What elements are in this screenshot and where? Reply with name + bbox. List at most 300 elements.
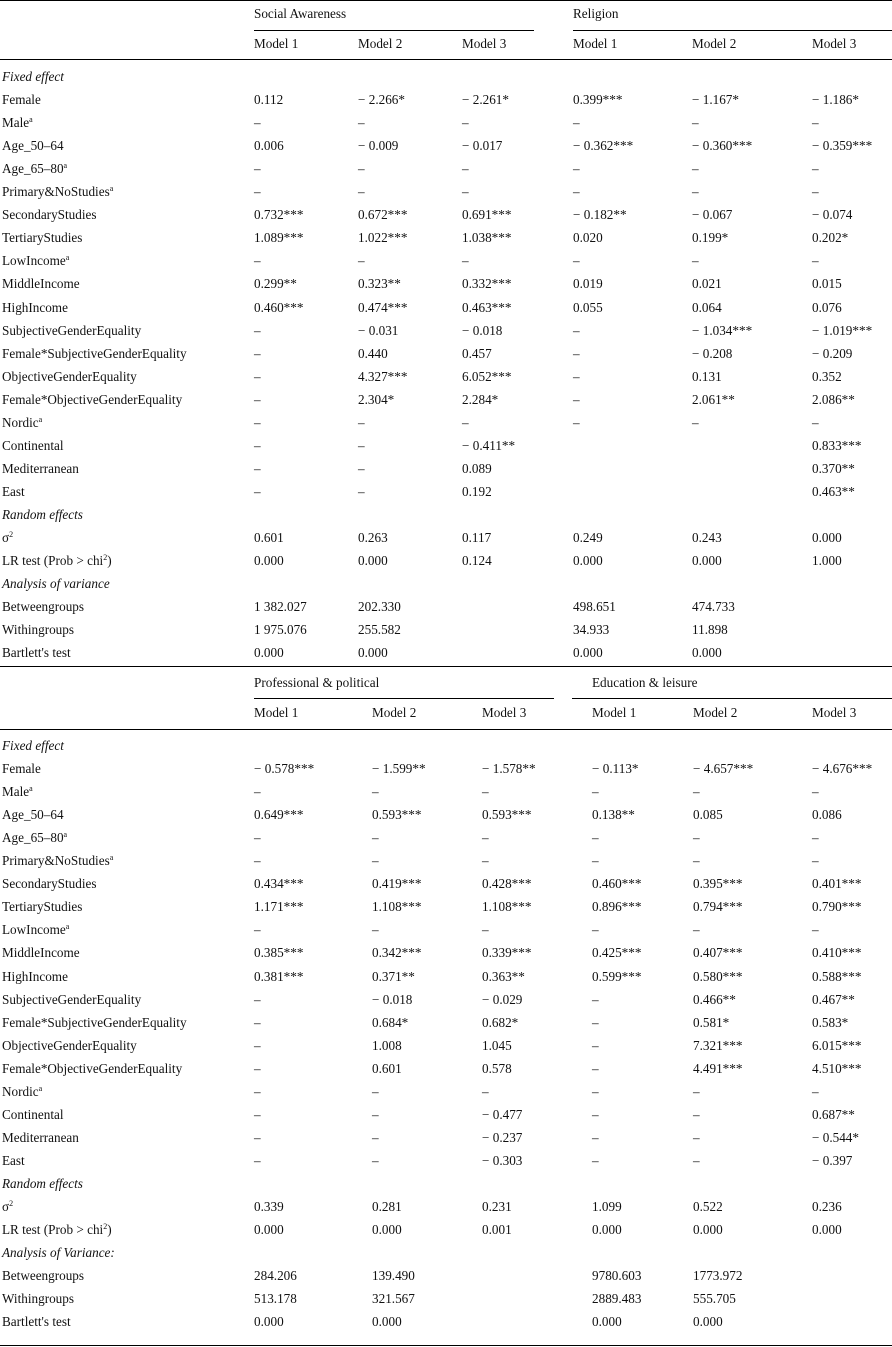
table-cell: 0.399*** (573, 92, 623, 108)
row-label (2, 1268, 84, 1284)
table-cell: 474.733 (692, 599, 735, 615)
row-label (2, 92, 41, 108)
row-label-text: Age_50–64 (2, 138, 64, 154)
table-cell: – (692, 184, 699, 200)
table-cell: – (812, 414, 819, 430)
table-cell: – (812, 184, 819, 200)
table-cell: 321.567 (372, 1291, 415, 1307)
table-cell: – (692, 253, 699, 269)
row-label (2, 276, 80, 292)
table-cell: 0.000 (573, 645, 603, 661)
table-cell: 7.321*** (693, 1037, 743, 1053)
column-header: Model 3 (482, 705, 527, 720)
table-cell: − 4.676*** (812, 761, 873, 777)
row-label-text: Mediterranean (2, 1129, 79, 1145)
table-cell: 0.000 (358, 645, 388, 661)
row-label-text: Random effects (2, 506, 83, 522)
table-cell: – (358, 184, 365, 200)
table-cell: – (372, 1106, 379, 1122)
table-cell: – (812, 115, 819, 131)
table-cell: − 1.578** (482, 761, 536, 777)
table-cell: 1.000 (812, 553, 842, 569)
table-cell: – (482, 784, 489, 800)
row-label-suffix: ) (107, 1222, 112, 1238)
table-cell: 2.304* (358, 391, 395, 407)
row-label (2, 253, 69, 269)
table-cell: 1.038*** (462, 230, 512, 246)
row-label (2, 599, 84, 615)
section-heading (2, 738, 64, 754)
row-label-text: SecondaryStudies (2, 876, 97, 892)
table-cell: 0.000 (372, 1314, 402, 1330)
row-label (2, 161, 67, 177)
table-cell: – (462, 253, 469, 269)
row-label (2, 1153, 25, 1169)
group-underline (573, 30, 892, 31)
table-cell: – (592, 991, 599, 1007)
row-label (2, 484, 25, 500)
row-label (2, 1038, 137, 1054)
table-cell: – (372, 830, 379, 846)
table-cell: 0.019 (573, 276, 603, 292)
table-cell: 0.684* (372, 1014, 409, 1030)
table-cell: 0.000 (254, 1314, 284, 1330)
row-label-text: East (2, 483, 25, 499)
column-header: Model 2 (372, 705, 417, 720)
row-label-text: Female (2, 761, 41, 777)
table-cell: − 0.074 (812, 207, 853, 223)
table-cell: 0.000 (693, 1314, 723, 1330)
row-label-text: Female*ObjectiveGenderEquality (2, 1060, 183, 1076)
row-label (2, 530, 13, 546)
table-cell: 0.440 (358, 345, 388, 361)
table-cell: 0.463*** (462, 299, 512, 315)
table-cell: − 0.029 (482, 991, 523, 1007)
row-label (2, 807, 64, 823)
row-label (2, 899, 82, 915)
table-cell: 0.896*** (592, 899, 642, 915)
table-cell: – (254, 991, 261, 1007)
row-label-text: Bartlett's test (2, 1314, 71, 1330)
table-cell: 0.363** (482, 968, 525, 984)
table-cell: – (372, 784, 379, 800)
group-header: Professional & political (254, 675, 380, 690)
row-label (2, 622, 74, 638)
table-cell: – (573, 391, 580, 407)
table-cell: − 0.397 (812, 1152, 853, 1168)
table-cell: − 0.018 (372, 991, 413, 1007)
table-cell: – (573, 253, 580, 269)
table-cell: 0.000 (812, 1222, 842, 1238)
row-label (2, 323, 141, 339)
table-cell: 0.281 (372, 1199, 402, 1214)
row-label-text: Nordic (2, 1083, 39, 1099)
table-cell: – (592, 922, 599, 938)
table-cell: 0.467** (812, 991, 855, 1007)
table-cell: – (358, 414, 365, 430)
table-cell: 0.434*** (254, 876, 304, 892)
table-cell: 1 975.076 (254, 622, 307, 638)
table-cell: – (254, 922, 261, 938)
table-cell: – (254, 161, 261, 177)
row-label (2, 553, 112, 569)
table-cell: 0.474*** (358, 299, 408, 315)
table-cell: 0.580*** (693, 968, 743, 984)
table-cell: 0.263 (358, 530, 388, 545)
table-cell: – (462, 184, 469, 200)
superscript: a (109, 853, 114, 863)
table-cell: 0.076 (812, 299, 842, 315)
row-label-text: Continental (2, 437, 64, 453)
table-cell: 0.112 (254, 92, 284, 108)
row-label (2, 761, 41, 777)
table-cell: 0.371** (372, 968, 415, 984)
row-label (2, 369, 137, 385)
table-cell: 2.284* (462, 391, 499, 407)
table-cell: 0.243 (692, 530, 722, 545)
row-label (2, 230, 82, 246)
table-cell: 4.510*** (812, 1060, 862, 1076)
table-cell: – (812, 830, 819, 846)
table-cell: – (254, 322, 261, 338)
table-cell: – (254, 414, 261, 430)
table-cell: 255.582 (358, 622, 401, 638)
table-cell: 2.086** (812, 391, 855, 407)
row-label (2, 138, 64, 154)
table-cell: − 0.208 (692, 345, 733, 361)
table-cell: – (573, 184, 580, 200)
table-cell: 0.593*** (372, 807, 422, 823)
table-cell: – (254, 437, 261, 453)
table-cell: − 0.237 (482, 1129, 523, 1145)
row-label-text: Male (2, 784, 30, 800)
table-cell: 0.000 (693, 1222, 723, 1238)
table-cell: – (254, 1037, 261, 1053)
row-label (2, 1084, 42, 1100)
table-cell: – (592, 1106, 599, 1122)
table-cell: 6.052*** (462, 368, 512, 384)
column-header: Model 1 (592, 705, 637, 720)
row-label-text: Mediterranean (2, 460, 79, 476)
table-cell: 1 382.027 (254, 599, 307, 615)
table-cell: − 0.359*** (812, 138, 873, 154)
table-cell: – (812, 253, 819, 269)
row-label-suffix: ) (107, 553, 112, 569)
row-label-text: Age_50–64 (2, 807, 64, 823)
table-cell: – (693, 922, 700, 938)
row-label-text: Bartlett's test (2, 645, 71, 661)
table-cell: 0.202* (812, 230, 849, 246)
table-cell: – (254, 391, 261, 407)
table-cell: – (693, 830, 700, 846)
row-label-text: HighIncome (2, 968, 68, 984)
table-cell: – (693, 1129, 700, 1145)
table-cell: 1.022*** (358, 230, 408, 246)
table-cell: 0.299** (254, 276, 297, 292)
table-cell: – (372, 1152, 379, 1168)
row-label (2, 184, 113, 200)
table-cell: – (482, 830, 489, 846)
table-cell: 0.086 (812, 807, 842, 823)
row-label-text: Age_65–80 (2, 830, 64, 846)
table-top-rule (0, 666, 892, 667)
table-cell: 0.332*** (462, 276, 512, 292)
table-cell: − 0.182** (573, 207, 627, 223)
table-cell: 0.000 (692, 553, 722, 569)
superscript: a (38, 1083, 43, 1093)
table-cell: − 0.411** (462, 437, 516, 453)
row-label-text: Age_65–80 (2, 161, 64, 177)
table-cell: 9780.603 (592, 1268, 642, 1284)
table-cell: 0.522 (693, 1199, 723, 1214)
header-rule (0, 59, 892, 60)
table-cell: 0.601 (372, 1060, 402, 1076)
table-cell: 1.108*** (482, 899, 532, 915)
group-header: Social Awareness (254, 6, 347, 21)
row-label-text: Nordic (2, 414, 39, 430)
table-cell: – (692, 414, 699, 430)
row-label (2, 876, 97, 892)
row-label-text: East (2, 1152, 25, 1168)
row-label (2, 853, 113, 869)
table-cell: 11.898 (692, 622, 728, 638)
table-cell: 0.192 (462, 483, 492, 499)
table-cell: 0.000 (692, 645, 722, 661)
table-cell: − 0.009 (358, 138, 399, 154)
row-label-text: Withingroups (2, 622, 74, 638)
table-cell: 0.000 (254, 645, 284, 661)
table-cell: – (592, 1037, 599, 1053)
table-cell: 0.463** (812, 483, 855, 499)
superscript: 2 (9, 1199, 14, 1208)
row-label (2, 115, 33, 131)
table-cell: − 1.167* (692, 92, 739, 108)
row-label (2, 784, 33, 800)
table-cell: – (254, 184, 261, 200)
table-cell: 0.425*** (592, 945, 642, 961)
table-cell: − 0.303 (482, 1152, 523, 1168)
table-cell: – (592, 1152, 599, 1168)
row-label-text: Female*SubjectiveGenderEquality (2, 345, 187, 361)
table-cell: – (358, 253, 365, 269)
table-cell: − 1.034*** (692, 322, 753, 338)
table-cell: 0.020 (573, 230, 603, 246)
row-label-text: LR test (Prob > chi (2, 1222, 104, 1238)
table-cell: 0.381*** (254, 968, 304, 984)
table-cell: 0.000 (573, 553, 603, 569)
table-cell: 0.691*** (462, 207, 512, 223)
row-label (2, 945, 80, 961)
table-cell: 0.599*** (592, 968, 642, 984)
row-label (2, 1199, 13, 1215)
group-underline (254, 698, 554, 699)
table-cell: 1773.972 (693, 1268, 743, 1284)
table-cell: 0.199* (692, 230, 729, 246)
table-cell: 0.138** (592, 807, 635, 823)
table-cell: – (254, 1014, 261, 1030)
row-label-text: Analysis of Variance: (2, 1245, 115, 1261)
group-underline (572, 698, 892, 699)
row-label-text: Fixed effect (2, 738, 64, 753)
table-cell: – (592, 1083, 599, 1099)
table-cell: 0.460*** (592, 876, 642, 892)
row-label-text: Female (2, 92, 41, 108)
table-cell: – (573, 161, 580, 177)
table-cell: − 0.360*** (692, 138, 753, 154)
row-label (2, 1015, 187, 1031)
table-cell: – (358, 161, 365, 177)
row-label-text: Primary&NoStudies (2, 853, 110, 869)
table-cell: 0.457 (462, 345, 492, 361)
table-cell: – (812, 784, 819, 800)
row-label-text: Primary&NoStudies (2, 184, 110, 200)
table-cell: – (592, 1014, 599, 1030)
table-cell: 0.581* (693, 1014, 730, 1030)
table-cell: – (254, 1129, 261, 1145)
table-cell: – (592, 1060, 599, 1076)
row-label (2, 207, 97, 223)
table-cell: 284.206 (254, 1268, 297, 1284)
table-cell: 0.401*** (812, 876, 862, 892)
table-cell: 0.089 (462, 460, 492, 476)
table-cell: 0.000 (812, 530, 842, 545)
table-cell: 202.330 (358, 599, 401, 615)
row-label-text: LowIncome (2, 253, 66, 269)
table-cell: 1.089*** (254, 230, 304, 246)
table-cell: – (358, 437, 365, 453)
table-cell: − 2.266* (358, 92, 405, 108)
table-cell: 0.085 (693, 807, 723, 823)
table-cell: 0.687** (812, 1106, 855, 1122)
table-cell: – (358, 460, 365, 476)
table-cell: 139.490 (372, 1268, 415, 1284)
row-label (2, 992, 141, 1008)
row-label (2, 300, 68, 316)
table-cell: 0.578 (482, 1060, 512, 1076)
table-cell: – (254, 460, 261, 476)
table-cell: − 0.113* (592, 761, 639, 777)
superscript: 2 (9, 530, 14, 539)
column-header: Model 1 (254, 36, 299, 51)
table-cell: 0.370** (812, 460, 855, 476)
row-label-text: SubjectiveGenderEquality (2, 991, 142, 1007)
table-cell: – (372, 1129, 379, 1145)
table-cell: 0.466** (693, 991, 736, 1007)
table-cell: – (254, 784, 261, 800)
table-cell: 0.593*** (482, 807, 532, 823)
superscript: a (109, 184, 114, 194)
group-header: Education & leisure (592, 675, 698, 690)
row-label (2, 1222, 112, 1238)
superscript: a (63, 161, 68, 171)
column-header: Model 1 (254, 705, 299, 720)
table-cell: − 0.017 (462, 138, 503, 154)
table-cell: – (462, 115, 469, 131)
table-cell: 6.015*** (812, 1037, 862, 1053)
table-cell: 0.588*** (812, 968, 862, 984)
column-header: Model 1 (573, 36, 618, 51)
row-label-text: Random effects (2, 1175, 83, 1191)
table-cell: 498.651 (573, 599, 616, 615)
table-cell: 0.790*** (812, 899, 862, 915)
table-cell: − 0.067 (692, 207, 733, 223)
table-cell: – (592, 784, 599, 800)
table-cell: – (812, 853, 819, 869)
table-cell: 0.131 (692, 368, 722, 384)
table-cell: 0.407*** (693, 945, 743, 961)
table-cell: – (372, 922, 379, 938)
table-cell: − 1.599** (372, 761, 426, 777)
table-cell: 0.794*** (693, 899, 743, 915)
table-cell: 0.342*** (372, 945, 422, 961)
table-cell: 0.649*** (254, 807, 304, 823)
table-cell: – (254, 115, 261, 131)
table-cell: 0.352 (812, 368, 842, 384)
table-cell: – (592, 830, 599, 846)
group-underline (254, 30, 534, 31)
table-cell: – (573, 345, 580, 361)
table-cell: – (372, 1083, 379, 1099)
row-label-text: σ (2, 530, 10, 545)
table-cell: 1.045 (482, 1037, 512, 1053)
column-header: Model 2 (692, 36, 737, 51)
row-label (2, 645, 71, 661)
superscript: a (38, 414, 43, 424)
table-cell: 0.428*** (482, 876, 532, 892)
table-cell: − 0.209 (812, 345, 853, 361)
table-cell: 0.249 (573, 530, 603, 545)
row-label (2, 1291, 74, 1307)
table-cell: – (254, 830, 261, 846)
table-cell: 0.601 (254, 530, 284, 545)
table-cell: – (693, 1152, 700, 1168)
table-cell: − 0.031 (358, 322, 399, 338)
row-label-text: Withingroups (2, 1291, 74, 1307)
table-cell: – (462, 161, 469, 177)
row-label-text: TertiaryStudies (2, 230, 83, 246)
table-cell: – (482, 1083, 489, 1099)
table-cell: 0.015 (812, 276, 842, 292)
table-cell: – (592, 853, 599, 869)
table-bottom-rule (0, 1345, 892, 1346)
table-cell: − 1.019*** (812, 322, 873, 338)
table-cell: – (254, 1152, 261, 1168)
section-heading (2, 69, 64, 85)
row-label-text: TertiaryStudies (2, 899, 83, 915)
superscript: 2 (103, 553, 108, 563)
row-label-text: HighIncome (2, 299, 68, 315)
table-cell: 0.124 (462, 553, 492, 569)
row-label-text: MiddleIncome (2, 945, 80, 961)
table-cell: 0.385*** (254, 945, 304, 961)
table-cell: 0.323** (358, 276, 401, 292)
table-cell: – (358, 483, 365, 499)
table-cell: 0.583* (812, 1014, 849, 1030)
table-cell: − 0.477 (482, 1106, 523, 1122)
table-cell: – (254, 368, 261, 384)
table-cell: 2.061** (692, 391, 735, 407)
row-label (2, 346, 187, 362)
table-cell: – (254, 253, 261, 269)
table-cell: – (573, 414, 580, 430)
table-cell: 513.178 (254, 1291, 297, 1307)
superscript: a (63, 830, 68, 840)
row-label (2, 922, 69, 938)
table-cell: 0.236 (812, 1199, 842, 1214)
table-cell: − 0.362*** (573, 138, 634, 154)
table-cell: 0.231 (482, 1199, 512, 1214)
table-cell: 1.008 (372, 1037, 402, 1053)
